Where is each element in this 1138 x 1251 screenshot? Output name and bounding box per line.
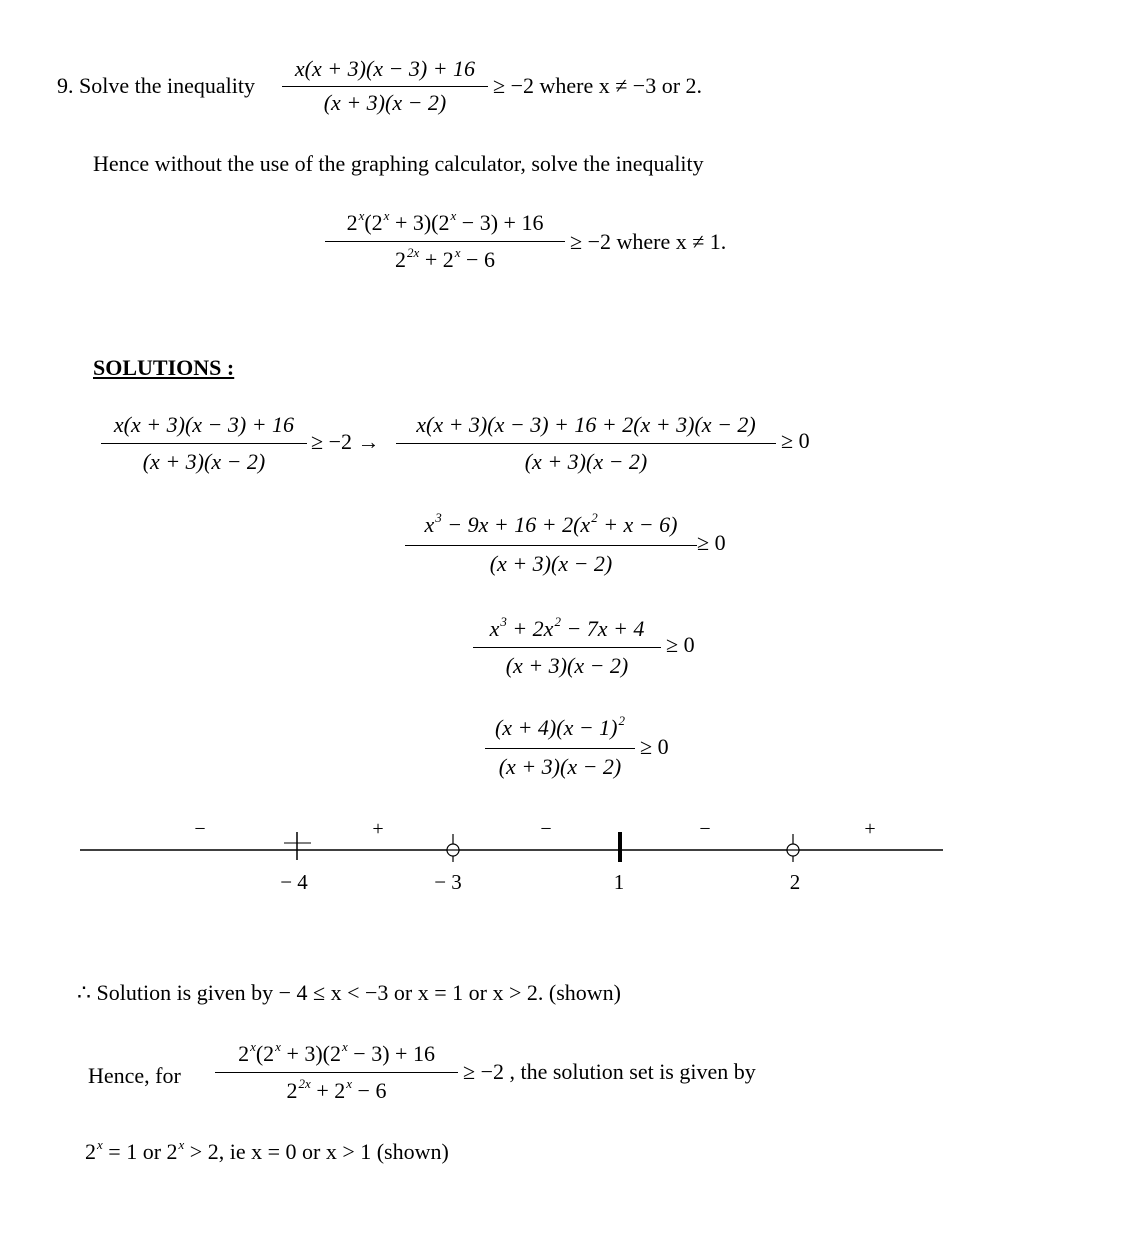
numerator: $x^3 - 9x + 16 + 2(x^2 + x - 6)$ (424, 510, 678, 537)
step-1-fraction (101, 412, 307, 474)
fraction-bar (485, 748, 635, 749)
fraction-bar (325, 241, 565, 242)
label-2: 2 (789, 870, 801, 894)
sign-region-5: + (864, 818, 876, 840)
question-fraction-2 (325, 210, 565, 276)
hence-for-label: Hence, for (88, 1063, 181, 1088)
final-answer: $2^x = 1$ or $2^x > 2$, ie x = 0 or x > 1 (shown) (85, 1137, 449, 1164)
step-2-relation: ≥ 0 (781, 428, 810, 453)
fraction-bar (101, 443, 307, 444)
denominator: $2^{2x} + 2^x - 6$ (395, 245, 495, 272)
denominator: $2^{2x} + 2^x - 6$ (286, 1076, 387, 1103)
denominator: (x + 3)(x − 2) (524, 449, 648, 474)
question-condition-1: ≥ −2 where x ≠ −3 or 2. (493, 73, 703, 98)
sign-region-4: − (699, 818, 711, 840)
solutions-heading: SOLUTIONS : (93, 355, 235, 380)
sign-region-2: + (372, 818, 384, 840)
denominator: (x + 3)(x − 2) (142, 449, 266, 474)
question-label: 9. Solve the inequality (57, 73, 255, 98)
numerator: $2^x(2^x + 3)(2^x - 3) + 16$ (238, 1039, 435, 1066)
conclusion-tail: ≥ −2 , the solution set is given by (463, 1059, 756, 1084)
numerator: x(x + 3)(x − 3) + 16 + 2(x + 3)(x − 2) (416, 412, 756, 437)
step-3-relation: ≥ 0 (697, 530, 726, 555)
fraction-bar (473, 647, 661, 648)
fraction-bar (396, 443, 776, 444)
sign-number-line (0, 810, 1138, 900)
denominator: (x + 3)(x − 2) (489, 551, 613, 576)
step-3-fraction (405, 512, 697, 578)
label-minus-4: − 4 (280, 870, 308, 894)
numerator: $x^3 + 2x^2 - 7x + 4$ (489, 614, 645, 641)
step-5-relation: ≥ 0 (640, 734, 669, 759)
question-condition-2: ≥ −2 where x ≠ 1. (570, 229, 727, 254)
conclusion-fraction (215, 1041, 458, 1107)
solution-statement: ∴ Solution is given by − 4 ≤ x < −3 or x = 1 or x > 2. (shown) (77, 980, 621, 1005)
question-fraction-1 (282, 56, 488, 118)
denominator: (x + 3)(x − 2) (323, 90, 447, 115)
denominator: (x + 3)(x − 2) (505, 653, 629, 678)
denominator: (x + 3)(x − 2) (498, 754, 622, 779)
numerator: $2^x(2^x + 3)(2^x - 3) + 16$ (346, 208, 544, 235)
label-1: 1 (613, 870, 625, 894)
step-1-arrow: ≥ −2 → (311, 429, 380, 454)
fraction-bar (405, 545, 697, 546)
step-5-fraction (485, 715, 635, 781)
numerator: x(x + 3)(x − 3) + 16 (113, 412, 295, 437)
numerator: x(x + 3)(x − 3) + 16 (294, 56, 476, 81)
numerator: $(x + 4)(x - 1)^2$ (494, 713, 626, 740)
step-4-fraction (473, 616, 661, 682)
fraction-bar (215, 1072, 458, 1073)
fraction-bar (282, 86, 488, 87)
hence-instruction: Hence without the use of the graphing calculator, solve the inequality (93, 151, 704, 176)
sign-region-3: − (540, 818, 552, 840)
sign-region-1: − (194, 818, 206, 840)
step-4-relation: ≥ 0 (666, 632, 695, 657)
label-minus-3: − 3 (434, 870, 462, 894)
step-2-fraction (396, 412, 776, 474)
